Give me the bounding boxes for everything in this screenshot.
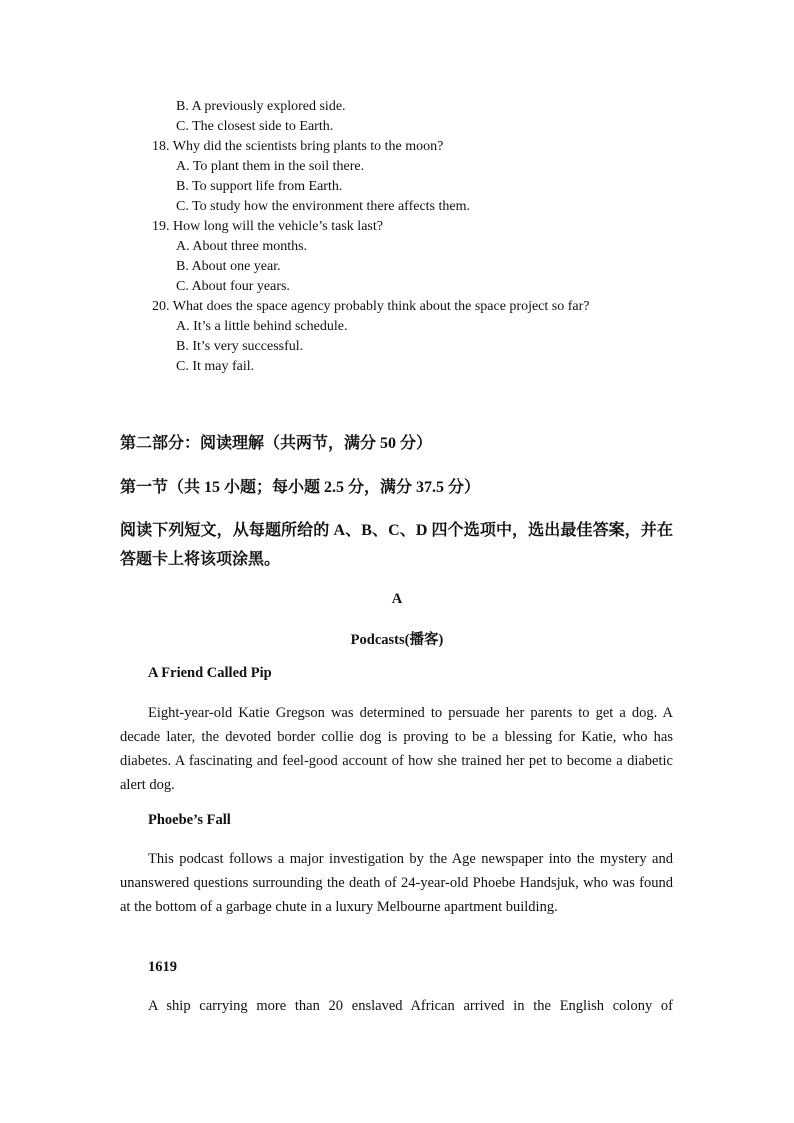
section-title: 第一节（共 15 小题；每小题 2.5 分，满分 37.5 分） (120, 479, 481, 496)
podcast-title-1: A Friend Called Pip (148, 665, 272, 681)
q17-option-c: C. The closest side to Earth. (176, 119, 334, 134)
part-title: 第二部分：阅读理解（共两节，满分 50 分） (120, 435, 433, 452)
passage-letter: A (391, 591, 403, 607)
passage-title: Podcasts(播客) (350, 632, 444, 648)
instruction-line-2: 答题卡上将该项涂黑。 (120, 551, 281, 568)
q19-option-c: C. About four years. (176, 279, 290, 294)
podcast-text-2: This podcast follows a major investigation by the Age newspaper into the mystery and unanswered questions surrounding the death of 24-year-old Phoebe Handsjuk, who was found at the bottom of a garbage chute in a luxury Melbourne apartment building. (120, 851, 673, 915)
q18-option-c: C. To study how the environment there affects them. (176, 199, 470, 214)
q20-question: 20. What does the space agency probably think about the space project so far? (152, 299, 590, 314)
q18-question: 18. Why did the scientists bring plants to the moon? (152, 139, 444, 154)
q20-option-a: A. It’s a little behind schedule. (176, 319, 348, 334)
q18-option-b: B. To support life from Earth. (176, 179, 343, 194)
podcast-title-3: 1619 (148, 959, 177, 975)
q19-question: 19. How long will the vehicle’s task last? (152, 219, 383, 234)
instruction-line-1: 阅读下列短文，从每题所给的 A、B、C、D 四个选项中，选出最佳答案，并在 (120, 522, 673, 539)
podcast-text-3: A ship carrying more than 20 enslaved African arrived in the English colony of (148, 998, 673, 1014)
q20-option-b: B. It’s very successful. (176, 339, 304, 354)
q20-option-c: C. It may fail. (176, 359, 255, 374)
q18-option-a: A. To plant them in the soil there. (176, 159, 365, 174)
podcast-title-2: Phoebe’s Fall (148, 812, 231, 828)
podcast-text-1: Eight-year-old Katie Gregson was determined to persuade her parents to get a dog. A decade later, the devoted border collie dog is proving to be a blessing for Katie, who has diabetes. A fascinating and feel-good account of how she trained her pet to become a diabetic alert dog. (120, 705, 673, 793)
q19-option-a: A. About three months. (176, 239, 308, 254)
q17-option-b: B. A previously explored side. (176, 99, 346, 114)
q19-option-b: B. About one year. (176, 259, 281, 274)
